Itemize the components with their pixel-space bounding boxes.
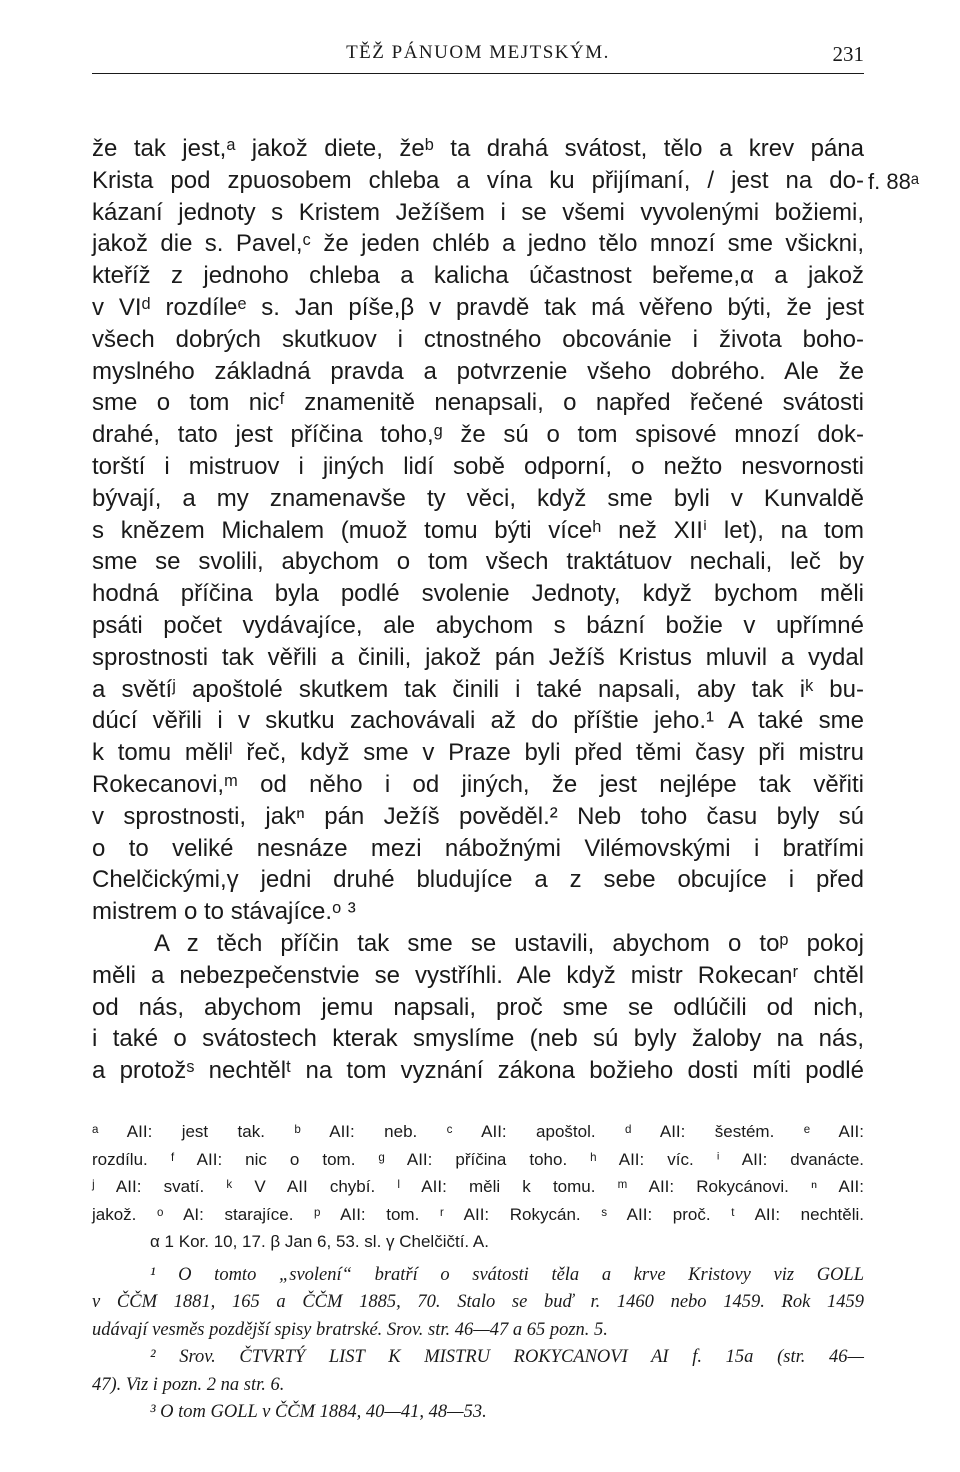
commentary-note-line: 47). Viz i pozn. 2 na str. 6.: [92, 1374, 285, 1395]
footnotes: [92, 1118, 864, 1427]
commentary-note-line: ² Srov. ČTVRTÝ LIST K MISTRU ROKYCANOVI AI f. 15a (str. 46—: [150, 1347, 864, 1367]
running-title: TĚŽ PÁNUOM MEJTSKÝM.: [346, 42, 610, 63]
text-line: v sprostnosti, jakⁿ pán Ježíš pověděl.² Neb toho času byly sú: [92, 802, 864, 830]
text-line: s knězem Michalem (muož tomu býti víceʰ než XIIⁱ let), na tom: [92, 516, 864, 544]
paragraph-start-line: A z těch příčin tak sme se ustavili, abychom o toᵖ pokoj: [154, 929, 864, 957]
text-line: o to veliké nesnáze mezi nábožnými Vilémovskými i bratřími: [92, 834, 864, 862]
page-number: 231: [832, 42, 864, 66]
text-line: dúcí věřili i v skutku zachovávali až do příštie jeho.¹ A také sme: [92, 707, 864, 735]
text-line: drahé, tato jest příčina toho,ᵍ že sú o tom spisové mnozí dok-: [92, 421, 864, 449]
text-line: bývají, a my znamenavše ty věci, když sme byli v Kunvaldě: [92, 484, 864, 512]
text-line: všech dobrých skutkuov i ctnostného obcovánie i života boho-: [92, 325, 864, 353]
running-head: [92, 42, 864, 68]
variant-note-line: ʲ AII: svatí. ᵏ V AII chybí. ˡ AII: měli k tomu. ᵐ AII: Rokycánovi. ⁿ AII:: [92, 1177, 864, 1196]
text-line: i také o svátostech kterak smyslíme (neb sú byly žaloby na nás,: [92, 1025, 864, 1053]
text-line: kteříž z jednoho chleba a kalicha účastnost beřeme,α a jakož: [92, 262, 864, 290]
header-rule: [92, 73, 864, 74]
text-line: hodná příčina byla podlé svolenie Jednoty, když bychom měli: [92, 580, 864, 608]
text-line: měli a nebezpečenstvie se vystříhli. Ale když mistr Rokecanʳ chtěl: [92, 961, 864, 989]
text-line: kázaní jednoty s Kristem Ježíšem i se všemi vyvolenými božiemi,: [92, 198, 864, 226]
text-line: mistrem o to stávajíce.ᵒ ³: [92, 898, 356, 926]
commentary-note-line: ³ O tom GOLL v ČČM 1884, 40—41, 48—53.: [150, 1402, 487, 1422]
text-line: Krista pod zpuosobem chleba a vína ku přijímaní, / jest na do-: [92, 166, 864, 194]
text-line: psáti počet vydávajíce, ale abychom s bázní božie v upřímné: [92, 611, 864, 639]
text-line: Rokecanovi,ᵐ od něho i od jiných, že jest nejlépe tak věřiti: [92, 770, 864, 798]
text-line: myslného základná pravda a potvrzenie všeho dobrého. Ale že: [92, 357, 864, 385]
variant-note-line: rozdílu. ᶠ AII: nic o tom. ᵍ AII: příčina toho. ʰ AII: víc. ⁱ AII: dvanácte.: [92, 1149, 864, 1169]
text-line: v VIᵈ rozdíleᵉ s. Jan píše,β v pravdě tak má věřeno býti, že jest: [92, 293, 864, 321]
text-line: od nás, abychom jemu napsali, proč sme se odlúčili od nich,: [92, 993, 864, 1021]
variant-note-line: jakož. ᵒ AI: starajíce. ᵖ AII: tom. ʳ AII: Rokycán. ˢ AII: proč. ᵗ AII: nechtěli.: [92, 1204, 864, 1224]
commentary-note-line: v ČČM 1881, 165 a ČČM 1885, 70. Stalo se buď r. 1460 nebo 1459. Rok 1459: [92, 1292, 864, 1312]
variant-note-line: ᵃ AII: jest tak. ᵇ AII: neb. ᶜ AII: apoštol. ᵈ AII: šestém. ᵉ AII:: [92, 1122, 864, 1141]
text-line: jakož die s. Pavel,ᶜ že jeden chléb a jedno tělo mnozí sme všickni,: [92, 230, 864, 258]
text-line: a světíʲ apoštolé skutkem tak činili i také napsali, aby tak iᵏ bu-: [92, 675, 864, 703]
folio-margin-note: f. 88ᵃ: [868, 169, 919, 194]
text-line: a protožˢ nechtělᵗ na tom vyznání zákona božieho dosti míti podlé: [92, 1057, 864, 1085]
commentary-note-line: udávají vesměs pozdější spisy bratrské. Srov. str. 46—47 a 65 pozn. 5.: [92, 1319, 608, 1340]
text-line: torští i mistruov i jiných lidí sobě odporní, o nežto nesvornosti: [92, 452, 864, 480]
source-note-line: α 1 Kor. 10, 17. β Jan 6, 53. sl. γ Chelčičtí. A.: [150, 1232, 489, 1251]
text-line: že tak jest,ᵃ jakož diete, žeᵇ ta drahá svátost, tělo a krev pána: [92, 135, 864, 162]
commentary-note-line: ¹ O tomto „svolení“ bratří o svátosti těla a krve Kristovy viz GOLL: [150, 1264, 864, 1285]
main-text: [92, 133, 864, 1087]
text-line: Chelčickými,γ jedni druhé bludujíce a z sebe obcujíce i před: [92, 866, 864, 894]
text-line: k tomu měliˡ řeč, když sme v Praze byli před těmi časy při mistru: [92, 739, 864, 767]
text-line: sme o tom nicᶠ znamenitě nenapsali, o napřed řečené svátosti: [92, 389, 864, 417]
text-line: sme se svolili, abychom o tom všech traktátuov nechali, leč by: [92, 548, 864, 576]
text-line: sprostnosti tak věřili a činili, jakož pán Ježíš Kristus mluvil a vydal: [92, 643, 864, 671]
